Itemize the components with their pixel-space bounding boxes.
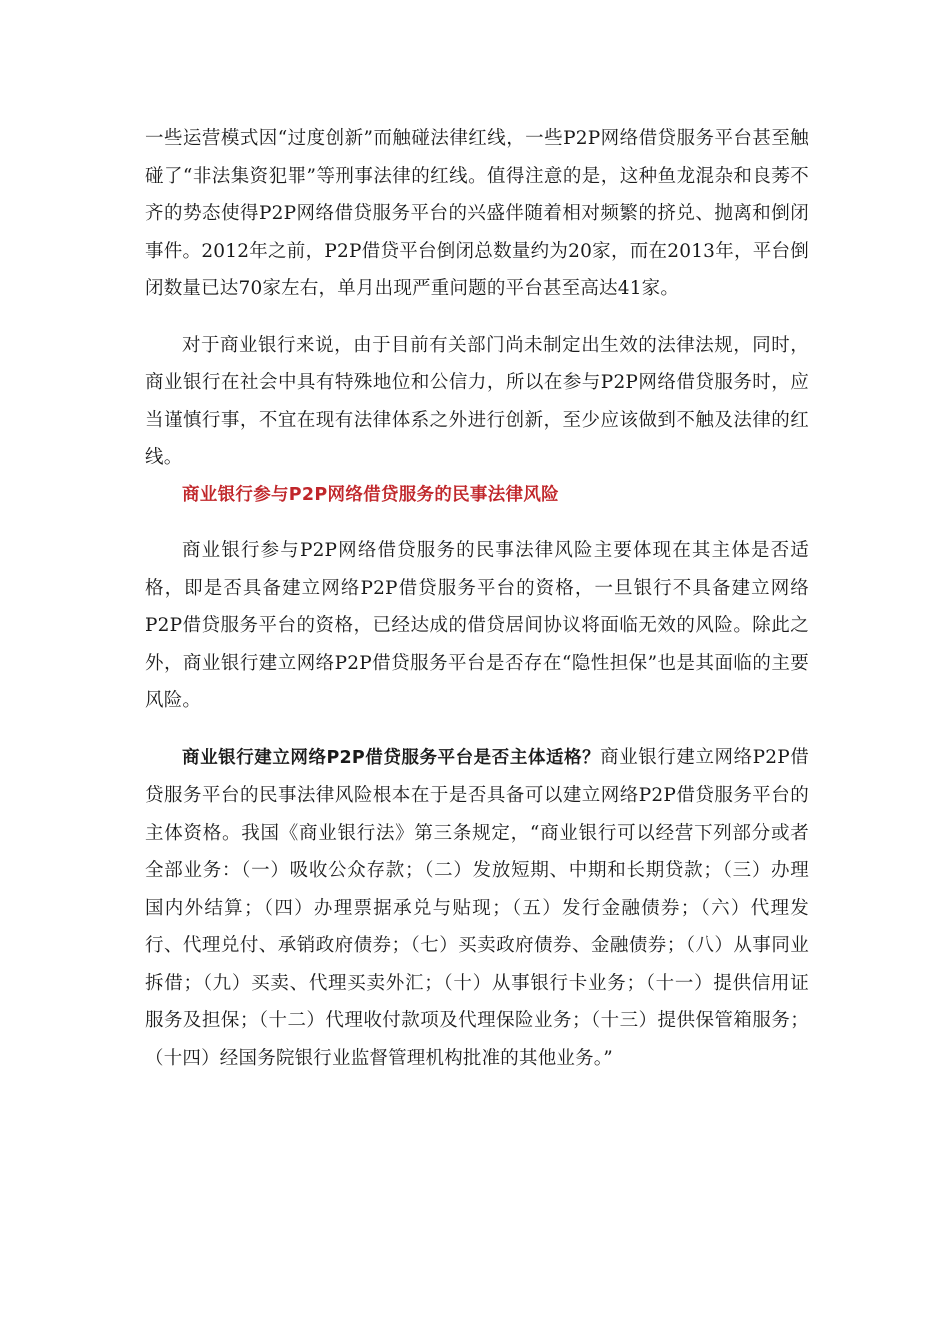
section-heading-civil-legal-risk: 商业银行参与P2P网络借贷服务的民事法律风险 [182,484,559,505]
paragraph-lead-question: 商业银行建立网络P2P借贷服务平台是否主体适格？ [182,747,601,768]
document-body [145,120,809,1077]
paragraph-civil-risk-summary: 商业银行参与P2P网络借贷服务的民事法律风险主要体现在其主体是否适格，即是否具备建立网络P2P借贷服务平台的资格，一旦银行不具备建立网络P2P借贷服务平台的资格，已经达成的借贷居间协议将面临无效的风险。除此之外，商业银行建立网络P2P借贷服务平台是否存在“隐性担保”也是其面临的主要风险。 [145,540,809,711]
paragraph-subject-qualification [145,739,809,1078]
paragraph-platform-failures: 一些运营模式因“过度创新”而触碰法律红线，一些P2P网络借贷服务平台甚至触碰了“非法集资犯罪”等刑事法律的红线。值得注意的是，这种鱼龙混杂和良莠不齐的势态使得P2P网络借贷服务平台的兴盛伴随着相对频繁的挤兑、抛离和倒闭事件。2012年之前，P2P借贷平台倒闭总数量约为20家，而在2013年，平台倒闭数量已达70家左右，单月出现严重问题的平台甚至高达41家。 [145,128,809,299]
paragraph-bank-caution: 对于商业银行来说，由于目前有关部门尚未制定出生效的法律法规，同时，商业银行在社会中具有特殊地位和公信力，所以在参与P2P网络借贷服务时，应当谨慎行事，不宜在现有法律体系之外进行创新，至少应该做到不触及法律的红线。 [145,334,809,468]
paragraph-commercial-bank-law: 商业银行建立网络P2P借贷服务平台的民事法律风险根本在于是否具备可以建立网络P2P借贷服务平台的主体资格。我国《商业银行法》第三条规定，“商业银行可以经营下列部分或者全部业务：（一）吸收公众存款；（二）发放短期、中期和长期贷款；（三）办理国内外结算；（四）办理票据承兑与贴现；（五）发行金融债券；（六）代理发行、代理兑付、承销政府债券；（七）买卖政府债券、金融债券；（八）从事同业拆借；（九）买卖、代理买卖外汇；（十）从事银行卡业务；（十一）提供信用证服务及担保；（十二）代理收付款项及代理保险业务；（十三）提供保管箱服务；（十四）经国务院银行业监督管理机构批准的其他业务。” [145,746,809,1069]
